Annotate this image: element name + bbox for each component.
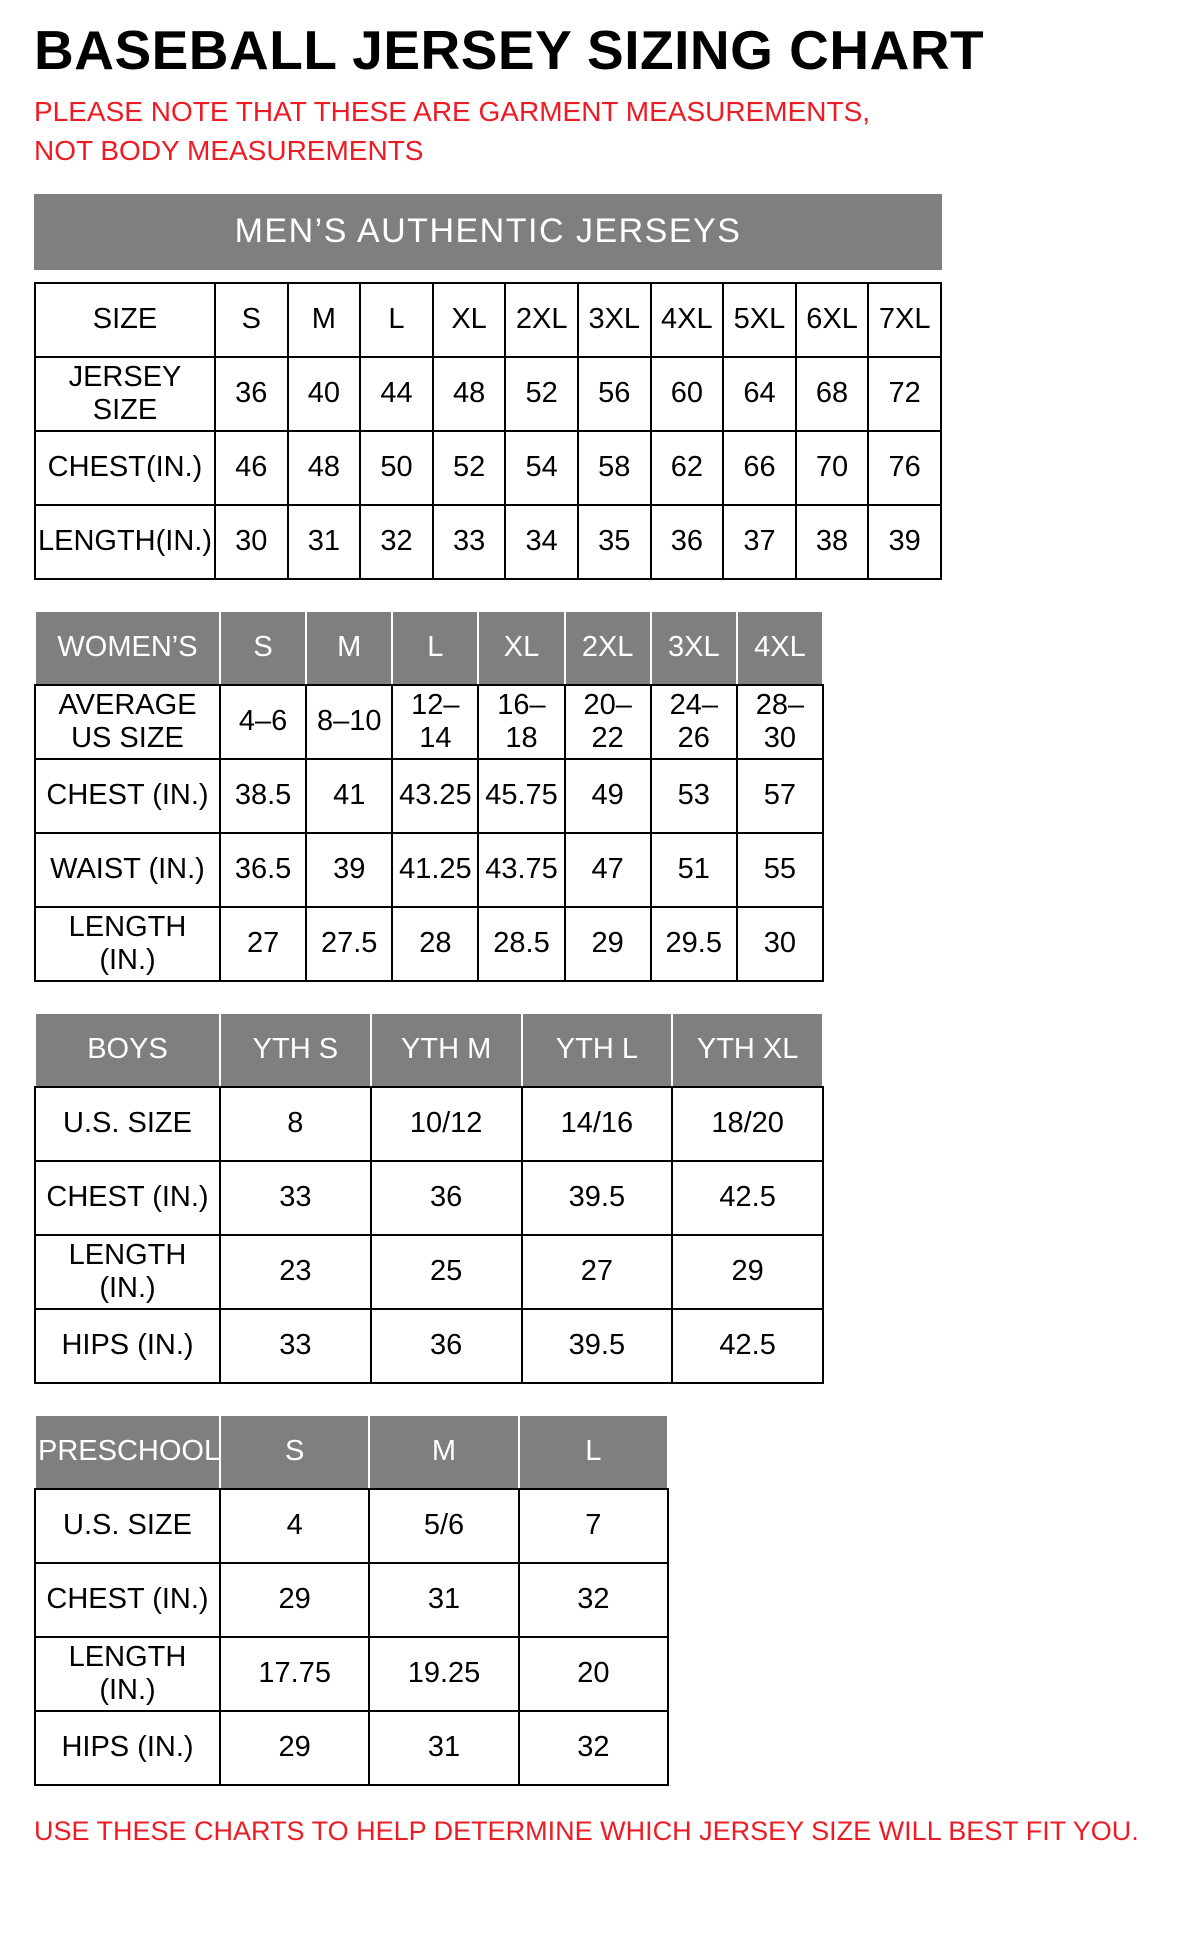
value-cell: 64 bbox=[723, 357, 796, 431]
mens-sizing-table bbox=[34, 282, 942, 580]
value-cell: 29 bbox=[565, 907, 651, 981]
preschool-sizing-table bbox=[34, 1414, 669, 1786]
value-cell: 5/6 bbox=[369, 1489, 518, 1563]
size-column-header: YTH L bbox=[522, 1013, 673, 1087]
size-column-header: S bbox=[215, 283, 288, 357]
value-cell: 49 bbox=[565, 759, 651, 833]
table-row bbox=[35, 1711, 668, 1785]
value-cell: 31 bbox=[369, 1563, 518, 1637]
header-row bbox=[35, 611, 823, 685]
table-row bbox=[35, 431, 941, 505]
value-cell: 47 bbox=[565, 833, 651, 907]
table-row bbox=[35, 833, 823, 907]
value-cell: 27.5 bbox=[306, 907, 392, 981]
value-cell: 36 bbox=[371, 1309, 522, 1383]
value-cell: 28 bbox=[392, 907, 478, 981]
row-label: HIPS (IN.) bbox=[35, 1711, 220, 1785]
table-corner-header: BOYS bbox=[35, 1013, 220, 1087]
table-corner-header: PRESCHOOL bbox=[35, 1415, 220, 1489]
value-cell: 29 bbox=[220, 1563, 369, 1637]
row-label: LENGTH (IN.) bbox=[35, 907, 220, 981]
table-row bbox=[35, 1087, 823, 1161]
value-cell: 58 bbox=[578, 431, 651, 505]
value-cell: 30 bbox=[215, 505, 288, 579]
footer-note: USE THESE CHARTS TO HELP DETERMINE WHICH JERSEY SIZE WILL BEST FIT YOU. bbox=[34, 1815, 1139, 1846]
value-cell: 8 bbox=[220, 1087, 371, 1161]
value-cell: 34 bbox=[505, 505, 578, 579]
size-column-header: 7XL bbox=[868, 283, 941, 357]
row-label: LENGTH (IN.) bbox=[35, 1235, 220, 1309]
value-cell: 45.75 bbox=[478, 759, 564, 833]
value-cell: 17.75 bbox=[220, 1637, 369, 1711]
value-cell: 40 bbox=[288, 357, 361, 431]
value-cell: 27 bbox=[220, 907, 306, 981]
value-cell: 41 bbox=[306, 759, 392, 833]
table-row bbox=[35, 1235, 823, 1309]
size-column-header: YTH S bbox=[220, 1013, 371, 1087]
table-row bbox=[35, 907, 823, 981]
value-cell: 54 bbox=[505, 431, 578, 505]
table-row bbox=[35, 759, 823, 833]
value-cell: 72 bbox=[868, 357, 941, 431]
header-row bbox=[35, 1415, 668, 1489]
value-cell: 25 bbox=[371, 1235, 522, 1309]
value-cell: 29.5 bbox=[651, 907, 737, 981]
value-cell: 31 bbox=[369, 1711, 518, 1785]
value-cell: 68 bbox=[796, 357, 869, 431]
value-cell: 18/20 bbox=[672, 1087, 823, 1161]
value-cell: 36 bbox=[371, 1161, 522, 1235]
value-cell: 42.5 bbox=[672, 1309, 823, 1383]
value-cell: 29 bbox=[220, 1711, 369, 1785]
size-column-header: M bbox=[369, 1415, 518, 1489]
size-column-header: L bbox=[519, 1415, 668, 1489]
size-column-header: L bbox=[392, 611, 478, 685]
value-cell: 70 bbox=[796, 431, 869, 505]
row-label: HIPS (IN.) bbox=[35, 1309, 220, 1383]
value-cell: 31 bbox=[288, 505, 361, 579]
value-cell: 4 bbox=[220, 1489, 369, 1563]
boys-sizing-table bbox=[34, 1012, 824, 1384]
table-row bbox=[35, 357, 941, 431]
value-cell: 52 bbox=[505, 357, 578, 431]
row-label: CHEST(IN.) bbox=[35, 431, 215, 505]
header-row bbox=[35, 283, 941, 357]
value-cell: 33 bbox=[220, 1161, 371, 1235]
table-row bbox=[35, 1563, 668, 1637]
row-label: U.S. SIZE bbox=[35, 1489, 220, 1563]
table-row bbox=[35, 1161, 823, 1235]
value-cell: 43.25 bbox=[392, 759, 478, 833]
value-cell: 7 bbox=[519, 1489, 668, 1563]
header-row bbox=[35, 1013, 823, 1087]
value-cell: 14/16 bbox=[522, 1087, 673, 1161]
value-cell: 62 bbox=[651, 431, 724, 505]
table-row bbox=[35, 1309, 823, 1383]
value-cell: 55 bbox=[737, 833, 823, 907]
value-cell: 48 bbox=[433, 357, 506, 431]
value-cell: 20–22 bbox=[565, 685, 651, 759]
row-label: CHEST (IN.) bbox=[35, 759, 220, 833]
value-cell: 12–14 bbox=[392, 685, 478, 759]
value-cell: 76 bbox=[868, 431, 941, 505]
value-cell: 38.5 bbox=[220, 759, 306, 833]
size-column-header: YTH M bbox=[371, 1013, 522, 1087]
value-cell: 52 bbox=[433, 431, 506, 505]
table-row bbox=[35, 505, 941, 579]
value-cell: 44 bbox=[360, 357, 433, 431]
table-corner-header: WOMEN’S bbox=[35, 611, 220, 685]
value-cell: 23 bbox=[220, 1235, 371, 1309]
value-cell: 28.5 bbox=[478, 907, 564, 981]
row-label: U.S. SIZE bbox=[35, 1087, 220, 1161]
value-cell: 48 bbox=[288, 431, 361, 505]
value-cell: 19.25 bbox=[369, 1637, 518, 1711]
size-column-header: 4XL bbox=[651, 283, 724, 357]
value-cell: 30 bbox=[737, 907, 823, 981]
value-cell: 41.25 bbox=[392, 833, 478, 907]
size-column-header: XL bbox=[433, 283, 506, 357]
value-cell: 39.5 bbox=[522, 1161, 673, 1235]
value-cell: 8–10 bbox=[306, 685, 392, 759]
value-cell: 24–26 bbox=[651, 685, 737, 759]
row-label: WAIST (IN.) bbox=[35, 833, 220, 907]
value-cell: 39 bbox=[868, 505, 941, 579]
value-cell: 36 bbox=[215, 357, 288, 431]
value-cell: 33 bbox=[433, 505, 506, 579]
value-cell: 66 bbox=[723, 431, 796, 505]
value-cell: 36 bbox=[651, 505, 724, 579]
value-cell: 35 bbox=[578, 505, 651, 579]
value-cell: 39.5 bbox=[522, 1309, 673, 1383]
value-cell: 29 bbox=[672, 1235, 823, 1309]
table-row bbox=[35, 1489, 668, 1563]
row-label: AVERAGE US SIZE bbox=[35, 685, 220, 759]
value-cell: 53 bbox=[651, 759, 737, 833]
page-title: BASEBALL JERSEY SIZING CHART bbox=[34, 19, 985, 81]
row-label: LENGTH (IN.) bbox=[35, 1637, 220, 1711]
value-cell: 38 bbox=[796, 505, 869, 579]
value-cell: 16–18 bbox=[478, 685, 564, 759]
size-column-header: S bbox=[220, 1415, 369, 1489]
value-cell: 4–6 bbox=[220, 685, 306, 759]
value-cell: 51 bbox=[651, 833, 737, 907]
value-cell: 20 bbox=[519, 1637, 668, 1711]
size-column-header: M bbox=[288, 283, 361, 357]
value-cell: 56 bbox=[578, 357, 651, 431]
size-column-header: 5XL bbox=[723, 283, 796, 357]
table-corner-header: SIZE bbox=[35, 283, 215, 357]
size-column-header: XL bbox=[478, 611, 564, 685]
size-column-header: L bbox=[360, 283, 433, 357]
row-label: LENGTH(IN.) bbox=[35, 505, 215, 579]
value-cell: 32 bbox=[519, 1563, 668, 1637]
value-cell: 32 bbox=[360, 505, 433, 579]
value-cell: 43.75 bbox=[478, 833, 564, 907]
garment-measurement-note: PLEASE NOTE THAT THESE ARE GARMENT MEASUREMENTS, NOT BODY MEASUREMENTS bbox=[34, 95, 871, 166]
size-column-header: 2XL bbox=[505, 283, 578, 357]
value-cell: 10/12 bbox=[371, 1087, 522, 1161]
value-cell: 33 bbox=[220, 1309, 371, 1383]
table-row bbox=[35, 1637, 668, 1711]
size-column-header: S bbox=[220, 611, 306, 685]
row-label: JERSEY SIZE bbox=[35, 357, 215, 431]
value-cell: 37 bbox=[723, 505, 796, 579]
size-column-header: 3XL bbox=[578, 283, 651, 357]
value-cell: 32 bbox=[519, 1711, 668, 1785]
value-cell: 50 bbox=[360, 431, 433, 505]
value-cell: 60 bbox=[651, 357, 724, 431]
mens-table-banner: MEN’S AUTHENTIC JERSEYS bbox=[34, 194, 942, 270]
size-column-header: M bbox=[306, 611, 392, 685]
size-column-header: YTH XL bbox=[672, 1013, 823, 1087]
womens-sizing-table bbox=[34, 610, 824, 982]
table-row bbox=[35, 685, 823, 759]
value-cell: 57 bbox=[737, 759, 823, 833]
value-cell: 27 bbox=[522, 1235, 673, 1309]
size-column-header: 3XL bbox=[651, 611, 737, 685]
row-label: CHEST (IN.) bbox=[35, 1563, 220, 1637]
value-cell: 36.5 bbox=[220, 833, 306, 907]
size-column-header: 2XL bbox=[565, 611, 651, 685]
row-label: CHEST (IN.) bbox=[35, 1161, 220, 1235]
size-column-header: 6XL bbox=[796, 283, 869, 357]
value-cell: 28–30 bbox=[737, 685, 823, 759]
value-cell: 46 bbox=[215, 431, 288, 505]
size-column-header: 4XL bbox=[737, 611, 823, 685]
value-cell: 42.5 bbox=[672, 1161, 823, 1235]
value-cell: 39 bbox=[306, 833, 392, 907]
